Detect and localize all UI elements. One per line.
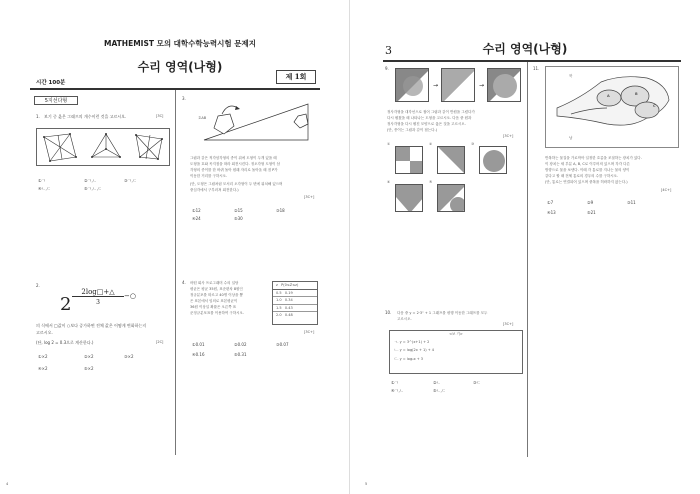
q4-text-6: 준정규분포표를 이용하여 구하시오. (190, 311, 245, 315)
q1-option-4[interactable]: ④ㄴ,ㄷ (38, 186, 51, 191)
q9-fold-step-1 (395, 68, 429, 102)
q2-option-2[interactable]: ②×2 (84, 354, 94, 359)
q10-choice-box (389, 330, 523, 374)
q11-label-a: A (607, 94, 610, 98)
q2-formula-numerator: 2log□+△ (72, 288, 124, 297)
q11-option-1[interactable]: ①7 (547, 200, 554, 205)
q3-option-5[interactable]: ⑤30 (234, 216, 243, 221)
q9-fold-step-2 (441, 68, 475, 102)
q10-option-2[interactable]: ②ㄴ (433, 380, 441, 385)
q2-option-3[interactable]: ③×2 (124, 354, 134, 359)
q4-table-header: z P(0≤Z≤z) (273, 282, 317, 290)
q11-label-south: 남 (569, 136, 573, 140)
q4-text-2: 평균은 평균 35원, 표준편차 8원인 (190, 287, 243, 291)
q4-text-5: 36원 이상일 확률은 오른쪽 표 (190, 305, 237, 309)
q11-text-3: 방향으로 물을 보낸다. 이때 각 통로를 지나는 물의 양이 (545, 168, 630, 172)
q1-option-5[interactable]: ⑤ㄱ,ㄴ,ㄷ (84, 186, 102, 191)
q2-points: [2C] (156, 340, 164, 344)
q1-number: 1. (36, 114, 40, 119)
arrow-icon: → (433, 82, 439, 89)
q10-box-item: ㄱ. y = 3^(x+1) + 2 (394, 339, 430, 344)
q2-formula-base: 2 (60, 294, 72, 315)
q10-text-1: 다음 중 y = 2·3ˣ + 1 그래프를 평행 이동한 그래프를 모두 (397, 311, 488, 315)
q9-choice-2[interactable] (437, 146, 465, 174)
q10-text-2: 고르시오. (397, 317, 412, 321)
q9-text-1: 정사각형을 대각선으로 접어 그림과 같이 반원을 그렸다가 (387, 110, 475, 114)
q9-text-4: (단, 종이는 그림과 같이 접는다.) (387, 128, 437, 132)
q3-text-4: 이동한 거리를 구하시오. (190, 174, 228, 178)
q2-option-5[interactable]: ⑤×2 (84, 366, 94, 371)
q1-text: 보기 중 옳은 그래프의 개수이런 것을 고르시오. (44, 114, 127, 119)
q4-table-row: 1.0 0.34 (273, 297, 317, 305)
option-marker-5[interactable]: ⑤ (429, 180, 433, 184)
q2-option-4[interactable]: ④×2 (38, 366, 48, 371)
q10-option-4[interactable]: ④ㄱ,ㄴ (391, 388, 404, 393)
q10-option-3[interactable]: ③ㄷ (473, 380, 481, 385)
q11-points: [4C+] (661, 188, 672, 192)
session-label: 제 1회 (276, 70, 316, 84)
q2-formula-tail: −○ (124, 292, 136, 300)
q11-map-figure (551, 68, 675, 146)
column-divider (175, 90, 176, 455)
q9-fold-step-3 (487, 68, 521, 102)
q11-text-4: 같다고 할 때 전체 통로의 경우의 수를 구하시오. (545, 174, 619, 178)
q3-option-4[interactable]: ④24 (192, 216, 201, 221)
q9-points: [3C+] (503, 134, 514, 138)
q3-triangle-figure (190, 100, 318, 146)
q2-formula-denominator: 3 (96, 299, 100, 306)
q10-box-item: ㄷ. y = log₃x + 3 (394, 356, 424, 361)
q10-option-1[interactable]: ①ㄱ (391, 380, 399, 385)
subject-title: 수리 영역(나형) (482, 42, 568, 56)
q3-text-2: 도형을 호와 꼭지점을 따라 회전시킨다. 정오각형 도형이 삼 (190, 162, 281, 166)
q11-label-north: 북 (569, 74, 573, 78)
q4-option-2[interactable]: ②0.02 (234, 342, 247, 347)
q4-option-5[interactable]: ⑤0.31 (234, 352, 247, 357)
q9-choice-4[interactable] (395, 184, 423, 212)
q11-option-4[interactable]: ④13 (547, 210, 556, 215)
option-marker-4[interactable]: ④ (387, 180, 391, 184)
q2-option-1[interactable]: ①×2 (38, 354, 48, 359)
q10-points: [3C+] (503, 322, 514, 326)
q9-choice-5[interactable] (437, 184, 465, 212)
q4-number: 4. (182, 280, 186, 285)
option-marker-1[interactable]: ① (387, 142, 391, 146)
q10-number: 10. (385, 310, 392, 315)
q3-points: [3C+] (304, 195, 315, 199)
q9-choice-3[interactable] (479, 146, 507, 174)
q11-number: 11. (533, 66, 540, 71)
q9-choice-1[interactable] (395, 146, 423, 174)
section-label: 5지선다형 (34, 96, 78, 105)
option-marker-3[interactable]: ③ (471, 142, 475, 146)
q11-option-3[interactable]: ③11 (627, 200, 636, 205)
q3-text-5: (단, 도형은 그림처럼 모서리 오각형이 두 변에 위치해 있으며 (190, 182, 283, 186)
page-number: 4 (6, 482, 9, 486)
q1-option-1[interactable]: ①ㄱ (38, 178, 46, 183)
q1-graphs (40, 131, 168, 163)
header-divider (383, 60, 681, 62)
q9-number: 9. (385, 66, 389, 71)
q4-option-1[interactable]: ①0.01 (192, 342, 205, 347)
q3-option-2[interactable]: ②15 (234, 208, 243, 213)
q2-text-3: (단, log 2 = 0.3으로 계산한다.) (36, 340, 94, 345)
page-number: 5 (365, 482, 368, 486)
q11-text-1: 반복하는 물질을 가로막아 일정한 흐름을 조절하는 장치가 있다. (545, 156, 642, 160)
q9-text-3: 정사각형을 다시 펼친 모양으로 옳은 것을 고르시오. (387, 122, 466, 126)
q1-option-3[interactable]: ③ㄱ,ㄷ (124, 178, 137, 183)
option-marker-2[interactable]: ② (429, 142, 433, 146)
arrow-icon: → (479, 82, 485, 89)
q1-option-2[interactable]: ②ㄱ,ㄴ (84, 178, 97, 183)
q3-text-1: 그림과 같은 직각삼각형의 종이 위에 도형이 두개 있을 때 (190, 156, 277, 160)
q3-text-6: 중심각에서 구부러져 회전한다.) (190, 188, 239, 192)
q4-text-1: 어떤 회사 프로그래머 수의 일당 (190, 281, 239, 285)
q3-number: 3. (182, 96, 186, 101)
q1-points: [3C] (156, 114, 164, 118)
q4-points: [3C+] (304, 330, 315, 334)
q11-label-b: B (635, 92, 638, 96)
q4-text-3: 정규분포를 따르고 40명 이상을 뽑 (190, 293, 243, 297)
q11-option-5[interactable]: ⑤21 (587, 210, 596, 215)
q11-label-c: C (653, 104, 656, 108)
q4-table-row: 1.5 0.43 (273, 305, 317, 313)
q10-box-item: ㄴ. y = log(2x + 1) + 4 (394, 348, 434, 352)
q4-table-row: 0.5 0.19 (273, 290, 317, 298)
q4-normal-table (272, 281, 318, 325)
q11-text-2: 이 장치는 세 부분 A, B, C로 이루어져 있으며 각각 다른 (545, 162, 630, 166)
q3-text-3: 각형의 종이를 한 바퀴 돌아 원래 자리로 돌아올 때 점 P가 (190, 168, 278, 172)
q11-option-2[interactable]: ②9 (587, 200, 594, 205)
q4-option-4[interactable]: ④0.16 (192, 352, 205, 357)
q2-number: 2. (36, 283, 40, 288)
q2-text-1: 의 식에서 □값이 ○보다 증가하면 전체 값은 어떻게 변화하는지 (36, 323, 147, 328)
page-corner-number: 3 (385, 44, 392, 57)
right-page (355, 0, 700, 494)
time-label: 시간 100분 (36, 80, 66, 86)
column-divider (527, 62, 528, 457)
subject-title: 수리 영역(나형) (137, 60, 223, 74)
q11-text-5: (단, 통로는 연결되어 있으며 중복을 허락하지 않는다.) (545, 180, 628, 184)
q4-table-row: 2.0 0.48 (276, 313, 293, 317)
q10-box-title: <보 기> (449, 332, 463, 336)
q2-text-2: 고르시오. (36, 330, 53, 335)
q9-text-2: 다시 펼쳤을 때 나타나는 도형을 고르시오. 다음 중 원과 (387, 116, 472, 120)
q3-arc-label: 호AB (198, 116, 207, 120)
exam-header-title: MATHEMIST 모의 대학수학능력시험 문제지 (104, 39, 256, 48)
q3-option-3[interactable]: ③18 (276, 208, 285, 213)
q3-option-1[interactable]: ①12 (192, 208, 201, 213)
q4-text-4: 은 표본에서 임의로 표본평균이 (190, 299, 238, 303)
q10-option-5[interactable]: ⑤ㄴ,ㄷ (433, 388, 446, 393)
q4-option-3[interactable]: ③0.07 (276, 342, 289, 347)
